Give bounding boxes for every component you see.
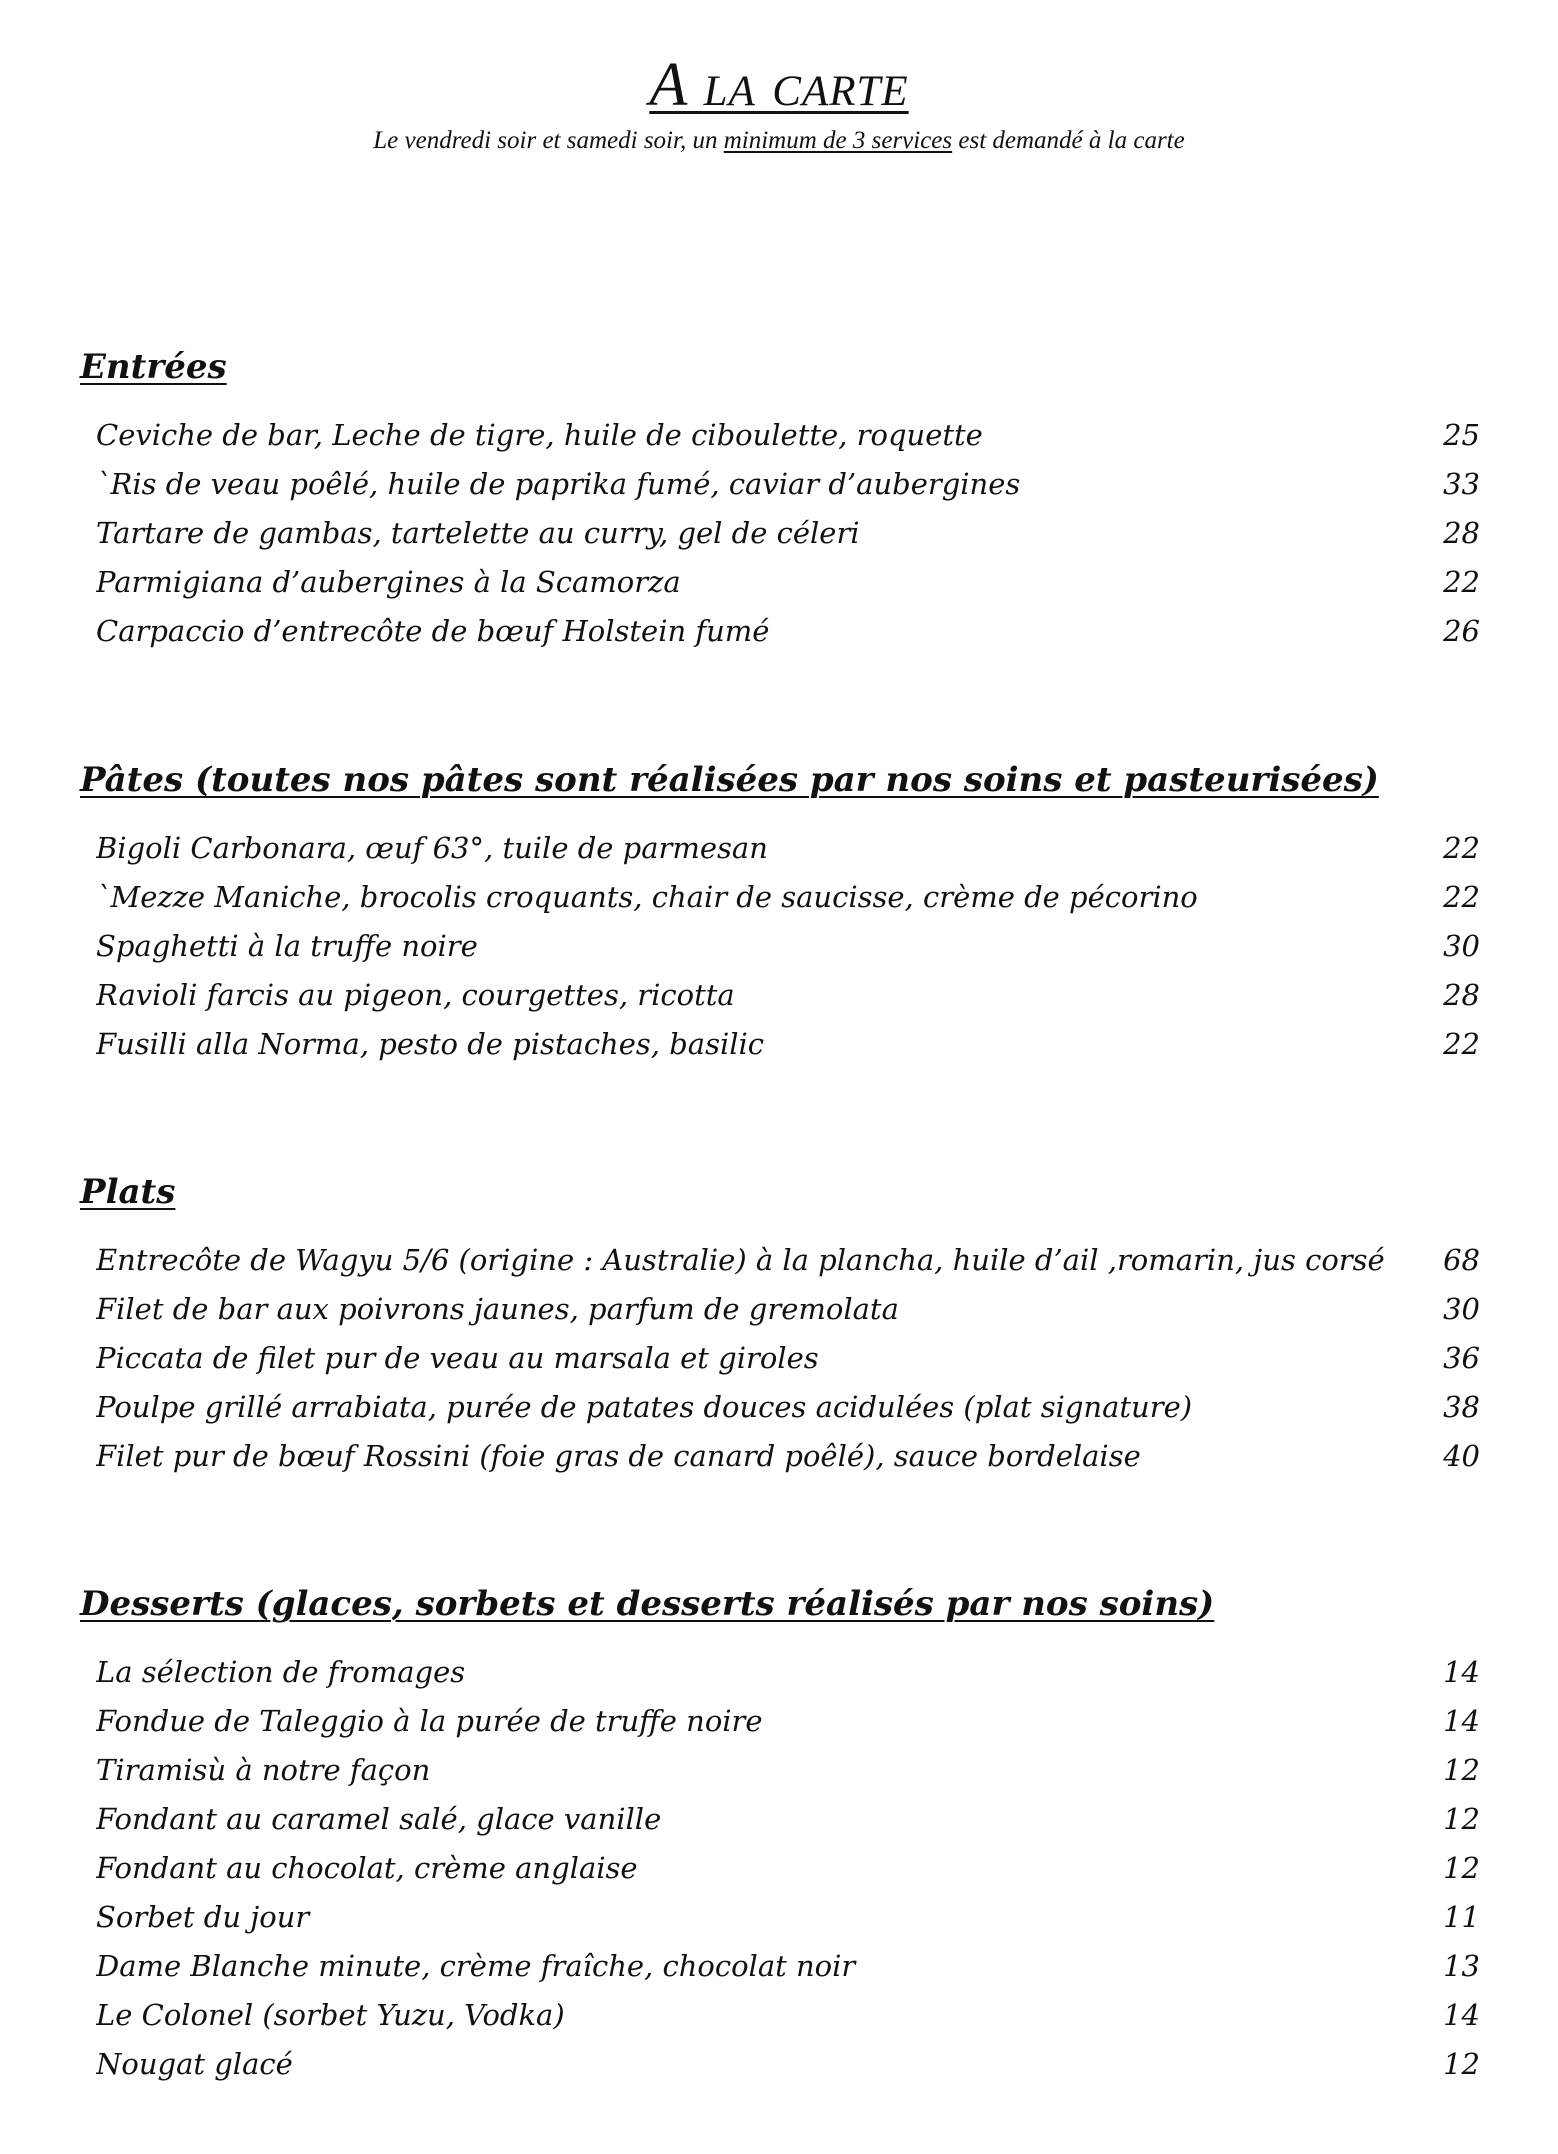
item-price: 12 [1443,1802,1480,1836]
item-name: Bigoli Carbonara, œuf 63°, tuile de parmesan [96,831,768,865]
item-name: Ceviche de bar, Leche de tigre, huile de ciboulette, roquette [96,418,983,452]
menu-item [96,1893,1480,1942]
subtitle-underlined-text: minimum de 3 services [723,127,953,154]
item-name: Ravioli farcis au pigeon, courgettes, ricotta [96,978,735,1012]
item-price: 14 [1443,1655,1480,1689]
section-title: Pâtes (toutes nos pâtes sont réalisées par nos soins et pasteurisées) [80,760,1379,800]
menu-item [96,1383,1480,1432]
item-name: La sélection de fromages [96,1655,466,1689]
item-name: `Mezze Maniche, brocolis croquants, chair de saucisse, crème de pécorino [96,880,1198,914]
menu-item [96,1432,1480,1481]
menu-list [80,824,1480,1069]
item-name: Carpaccio d’entrecôte de bœuf Holstein fumé [96,614,770,648]
item-price: 33 [1443,467,1480,501]
menu-item [96,1746,1480,1795]
item-name: Fusilli alla Norma, pesto de pistaches, basilic [96,1027,765,1061]
page-subtitle [0,125,1558,157]
item-name: Entrecôte de Wagyu 5/6 (origine : Australie) à la plancha, huile d’ail ,romarin, jus corsé [96,1243,1385,1277]
item-name: Tiramisù à notre façon [96,1753,431,1787]
menu-item [96,922,1480,971]
item-name: Nougat glacé [96,2047,293,2081]
item-price: 28 [1443,978,1480,1012]
item-name: Filet pur de bœuf Rossini (foie gras de canard poêlé), sauce bordelaise [96,1439,1141,1473]
item-price: 36 [1443,1341,1480,1375]
section-title: Plats [80,1172,176,1212]
item-name: Sorbet du jour [96,1900,310,1934]
section-title: Desserts (glaces, sorbets et desserts réalisés par nos soins) [80,1584,1215,1624]
item-price: 14 [1443,1998,1480,2032]
menu-item [96,971,1480,1020]
menu-list [80,1236,1480,1481]
item-price: 22 [1443,1027,1480,1061]
item-name: `Ris de veau poêlé, huile de paprika fumé, caviar d’aubergines [96,467,1021,501]
item-name: Parmigiana d’aubergines à la Scamorza [96,565,681,599]
section-title: Entrées [80,347,227,387]
item-name: Fondant au chocolat, crème anglaise [96,1851,638,1885]
menu-item [96,1991,1480,2040]
menu-item [96,2040,1480,2089]
menu-item [96,1236,1480,1285]
subtitle-text-after: est demandé à la carte [952,127,1185,154]
item-price: 40 [1443,1439,1480,1473]
item-price: 22 [1443,565,1480,599]
item-name: Fondant au caramel salé, glace vanille [96,1802,662,1836]
subtitle-text-before: Le vendredi soir et samedi soir, un [373,127,724,154]
item-price: 12 [1443,1753,1480,1787]
menu-item [96,873,1480,922]
item-price: 22 [1443,831,1480,865]
item-price: 38 [1443,1390,1480,1424]
menu-item [96,1285,1480,1334]
item-price: 25 [1443,418,1480,452]
section-entrees [80,345,1480,656]
item-price: 22 [1443,880,1480,914]
item-name: Poulpe grillé arrabiata, purée de patates douces acidulées (plat signature) [96,1390,1193,1424]
menu-item [96,509,1480,558]
item-price: 28 [1443,516,1480,550]
item-name: Spaghetti à la truffe noire [96,929,478,963]
section-plats [80,1170,1480,1481]
section-pates [80,758,1480,1069]
menu-item [96,1697,1480,1746]
menu-item [96,1648,1480,1697]
menu-item [96,607,1480,656]
item-name: Filet de bar aux poivrons jaunes, parfum de gremolata [96,1292,899,1326]
item-name: Le Colonel (sorbet Yuzu, Vodka) [96,1998,565,2032]
menu-item [96,824,1480,873]
item-price: 30 [1443,1292,1480,1326]
item-price: 11 [1443,1900,1480,1934]
item-name: Piccata de filet pur de veau au marsala et giroles [96,1341,819,1375]
menu-item [96,1942,1480,1991]
item-price: 30 [1443,929,1480,963]
item-name: Dame Blanche minute, crème fraîche, chocolat noir [96,1949,856,1983]
page-title: A la carte [649,51,909,119]
menu-item [96,1844,1480,1893]
item-price: 68 [1443,1243,1480,1277]
menu-item [96,558,1480,607]
item-name: Tartare de gambas, tartelette au curry, gel de céleri [96,516,860,550]
menu-item [96,1334,1480,1383]
item-price: 14 [1443,1704,1480,1738]
item-price: 12 [1443,1851,1480,1885]
item-price: 13 [1443,1949,1480,1983]
item-price: 12 [1443,2047,1480,2081]
menu-item [96,460,1480,509]
menu-item [96,1795,1480,1844]
item-price: 26 [1443,614,1480,648]
item-name: Fondue de Taleggio à la purée de truffe noire [96,1704,763,1738]
menu-list [80,411,1480,656]
menu-item [96,411,1480,460]
menu-item [96,1020,1480,1069]
menu-list [80,1648,1480,2089]
section-desserts [80,1582,1480,2089]
